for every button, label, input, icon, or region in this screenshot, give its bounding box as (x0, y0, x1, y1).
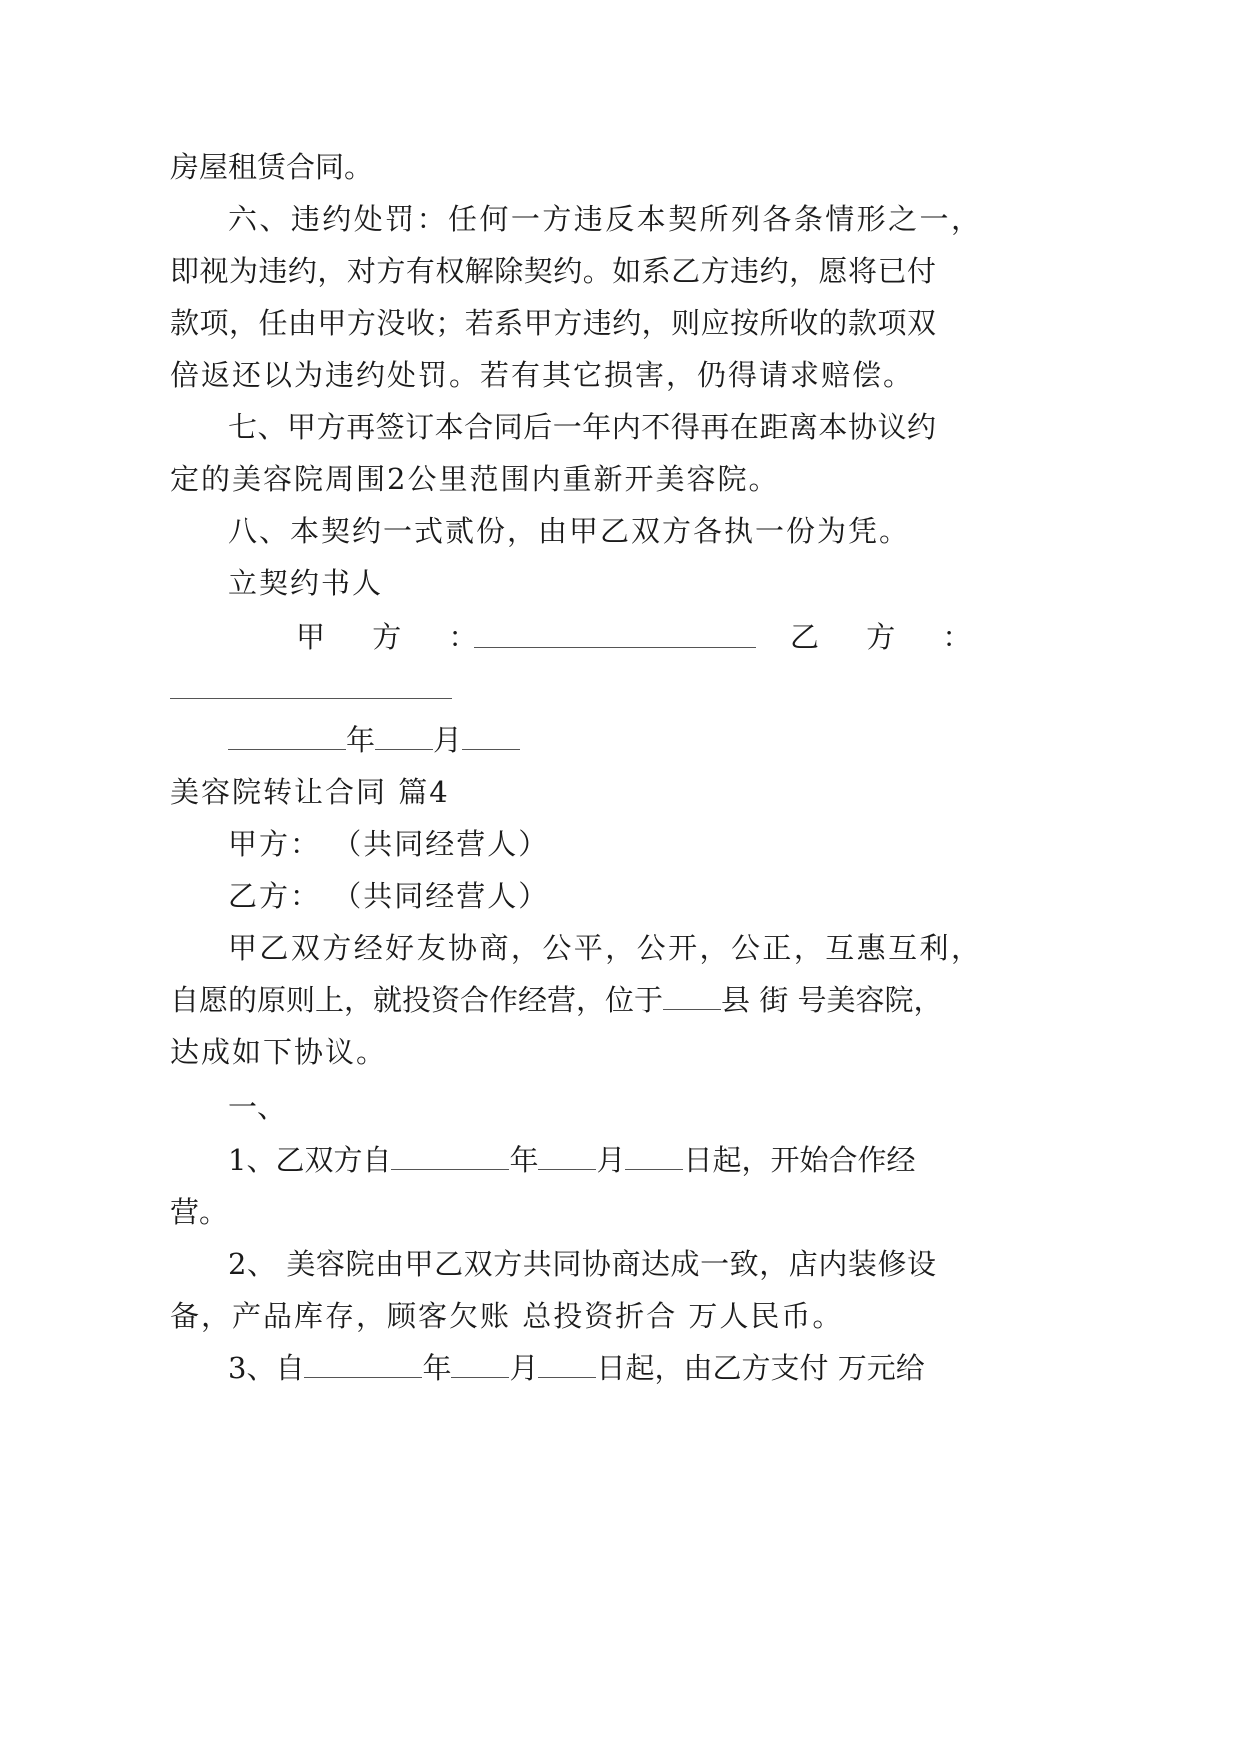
party-b-sign-label: 乙 方 ： (790, 620, 980, 654)
month-blank (538, 1143, 596, 1170)
section-title: 美容院转让合同 篇4 (170, 775, 450, 809)
year-blank (304, 1351, 422, 1378)
party-a-line: 甲方： （共同经营人） (228, 827, 550, 861)
clause-8-line: 八、本契约一式贰份，由甲乙双方各执一份为凭。 (228, 514, 911, 548)
month-label: 月 (509, 1351, 539, 1385)
year-blank (228, 723, 346, 750)
month-label: 月 (596, 1143, 626, 1177)
county-blank (663, 983, 721, 1010)
year-label: 年 (346, 723, 376, 757)
month-blank (451, 1351, 509, 1378)
item-1-continuation: 营。 (170, 1195, 229, 1229)
day-blank (625, 1143, 683, 1170)
party-b-signature-line (170, 698, 452, 699)
party-a-sign-label: 甲 方 ： (296, 620, 486, 654)
month-blank (375, 723, 433, 750)
item-1-text: 日起，开始合作经 (683, 1143, 916, 1177)
year-blank (391, 1143, 509, 1170)
item-heading: 一、 (228, 1090, 287, 1124)
intro-line: 甲乙双方经好友协商，公平，公开，公正，互惠互利， (228, 931, 980, 965)
clause-6-line: 款项，任由甲方没收；若系甲方违约，则应按所收的款项双 (170, 306, 936, 340)
item-3-text: 3、自 (228, 1351, 305, 1385)
clause-7-line: 七、甲方再签订本合同后一年内不得再在距离本协议约 (228, 410, 936, 444)
intro-text: 自愿的原则上，就投资合作经营，位于 (170, 983, 664, 1017)
party-b-line: 乙方： （共同经营人） (228, 879, 550, 913)
item-1-text: 1、乙双方自 (228, 1143, 392, 1177)
clause-7-line: 定的美容院周围2公里范围内重新开美容院。 (170, 462, 780, 496)
text-line: 房屋租赁合同。 (170, 150, 374, 184)
clause-6-line: 即视为违约，对方有权解除契约。如系乙方违约，愿将已付 (170, 254, 936, 288)
item-3-text: 日起，由乙方支付 万元给 (596, 1351, 925, 1385)
item-3-line (228, 1348, 925, 1388)
item-2-line: 备，产品库存，顾客欠账 总投资折合 万人民币。 (170, 1299, 844, 1333)
intro-line (170, 980, 980, 1020)
date-line (228, 720, 520, 760)
party-a-signature-line (474, 647, 756, 648)
month-label: 月 (433, 723, 463, 757)
year-label: 年 (509, 1143, 539, 1177)
item-2-line: 2、 美容院由甲乙双方共同协商达成一致，店内装修设 (228, 1247, 936, 1281)
intro-text: 县 街 号美容院， (721, 983, 943, 1017)
clause-6-line: 六、违约处罚：任何一方违反本契所列各条情形之一， (228, 202, 980, 236)
item-1-line (228, 1140, 916, 1180)
intro-line: 达成如下协议。 (170, 1035, 388, 1069)
signatory-heading: 立契约书人 (228, 566, 384, 600)
day-blank (462, 723, 520, 750)
clause-6-line: 倍返还以为违约处罚。若有其它损害，仍得请求赔偿。 (170, 358, 915, 392)
day-blank (538, 1351, 596, 1378)
year-label: 年 (422, 1351, 452, 1385)
